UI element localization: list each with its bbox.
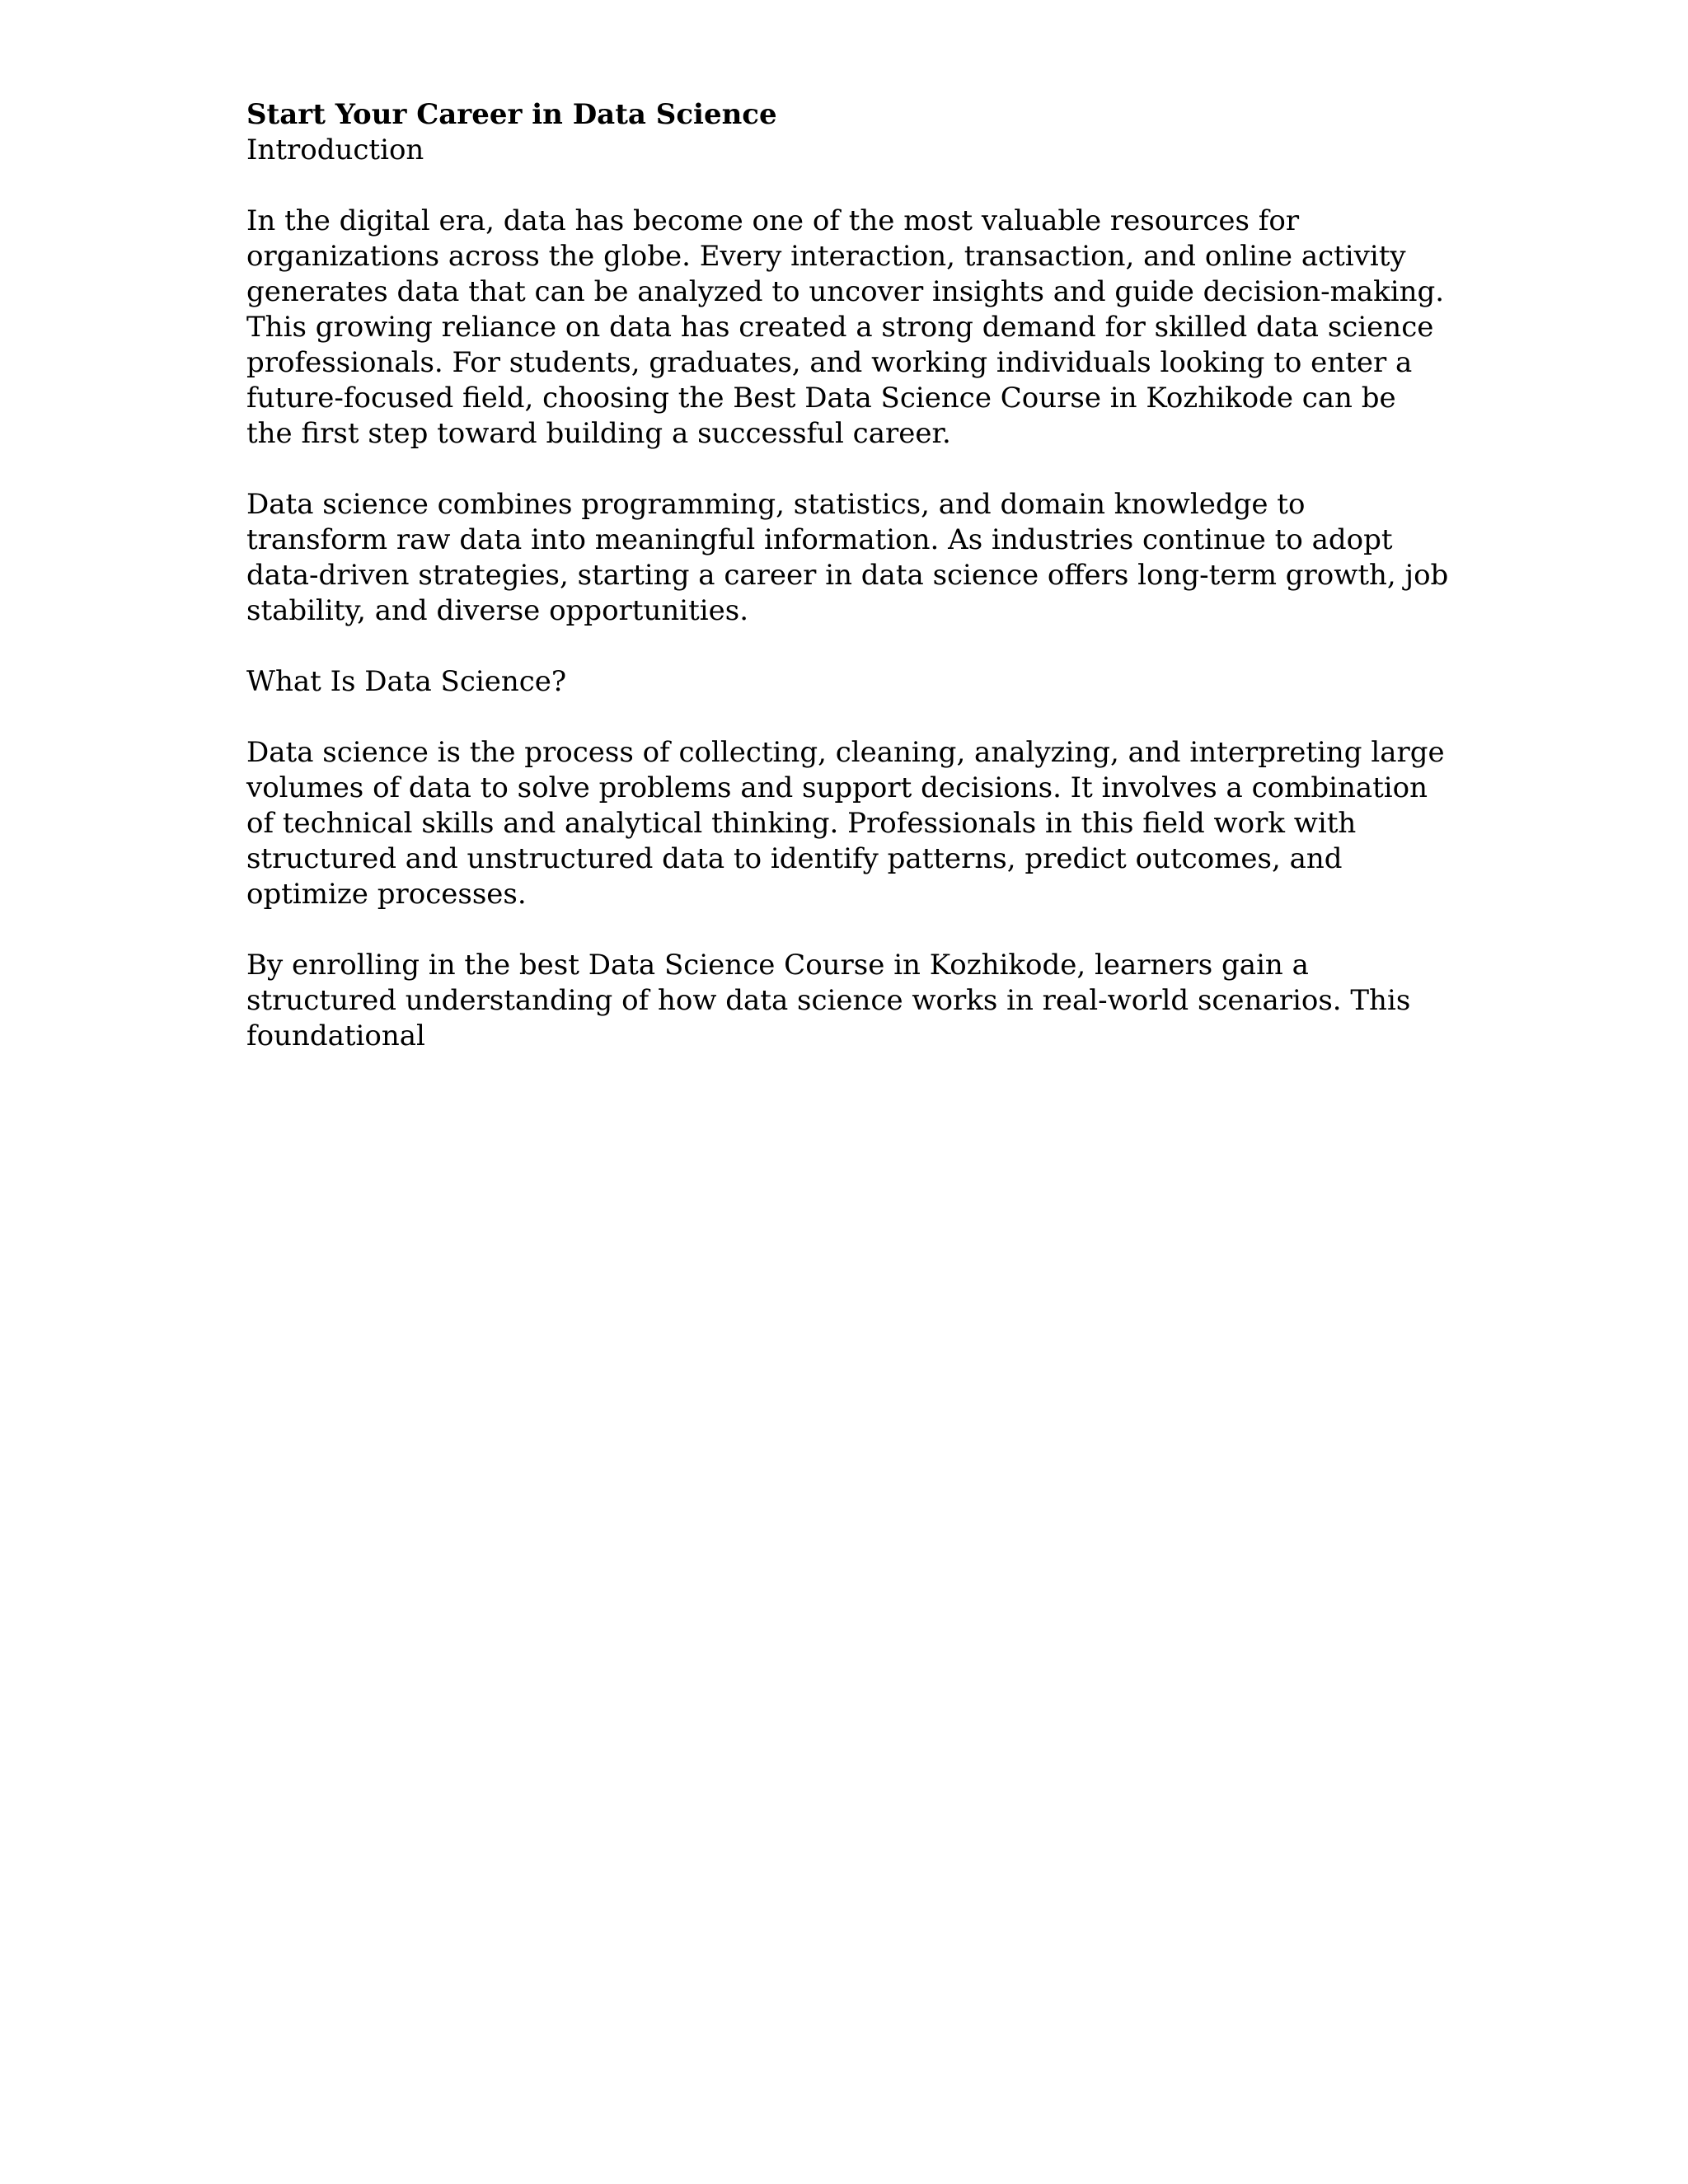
- document-title: Start Your Career in Data Science: [246, 98, 777, 131]
- section-paragraph-1: Data science is the process of collecting, cleaning, analyzing, and interpreting large volumes of data to solve problems and support decisions. It involves a combination of technical skills and analytical thinking. Professionals in this field work with structured and unstructured data to identify patterns, predict outcomes, and optimize processes.: [246, 736, 1445, 911]
- intro-paragraph-1: In the digital era, data has become one of the most valuable resources for organizations across the globe. Every interaction, transaction, and online activity generates data that can be analyzed to uncover insights and guide decision-making. This growing reliance on data has created a strong demand for skilled data science professionals. For students, graduates, and working individuals looking to enter a future-focused field, choosing the Best Data Science Course in Kozhikode can be the first step toward building a successful career.: [246, 204, 1445, 450]
- document-body: [246, 97, 1450, 1090]
- section-heading-what-is-data-science: What Is Data Science?: [246, 665, 567, 698]
- intro-heading: Introduction: [246, 134, 424, 166]
- section-paragraph-2: By enrolling in the best Data Science Course in Kozhikode, learners gain a structured understanding of how data science works in real-world scenarios. This foundational: [246, 949, 1411, 1052]
- intro-paragraph-2: Data science combines programming, statistics, and domain knowledge to transform raw data into meaningful information. As industries continue to adopt data-driven strategies, starting a career in data science offers long-term growth, job stability, and diverse opportunities.: [246, 488, 1449, 627]
